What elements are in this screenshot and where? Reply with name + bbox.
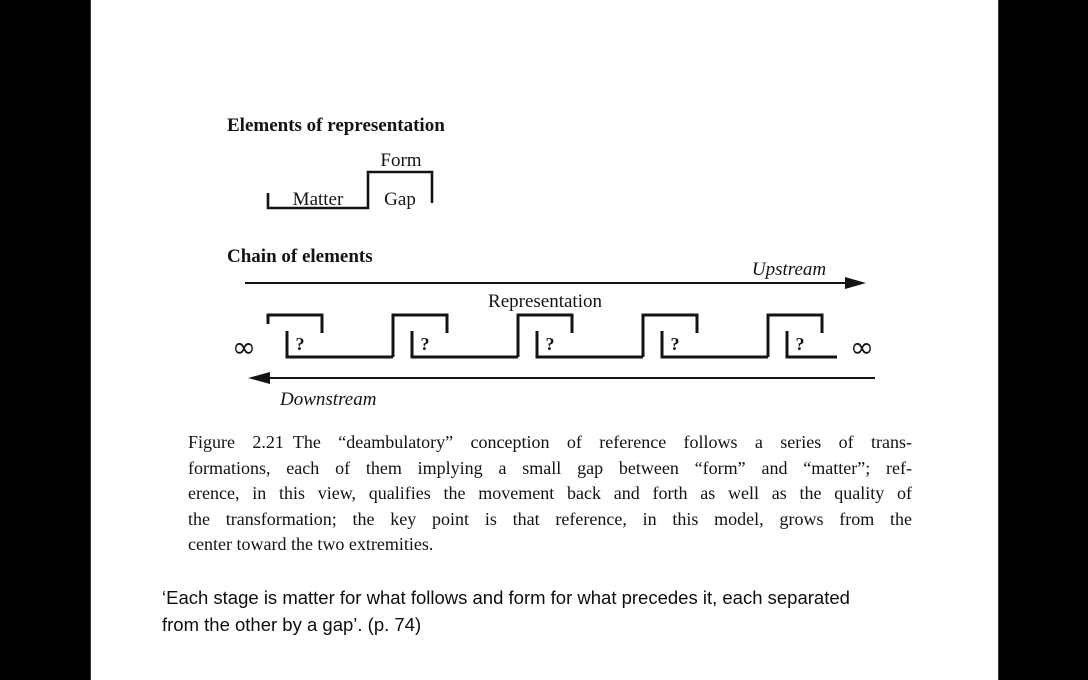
quote-line: from the other by a gap’. (p. 74) [162,614,422,635]
chain-lower-brackets [287,331,837,357]
question-mark: ? [795,334,805,354]
question-mark: ? [420,334,430,354]
upstream-arrowhead [845,277,866,289]
question-mark: ? [670,334,680,354]
quote-line: ‘Each stage is matter for what follows and form for what precedes it, each separated [162,587,850,608]
form-label: Form [380,150,422,171]
caption-line: formations, each of them implying a small gap between “form” and “matter”; ref- [188,457,912,478]
caption-line: erence, in this view, qualifies the movement back and forth as well as the quality of [188,483,912,503]
downstream-label: Downstream [280,389,377,410]
representation-label: Representation [488,291,602,312]
elements-title: Elements of representation [227,115,445,136]
caption-line: Figure 2.21 The “deambulatory” conception of reference follows a series of trans- [188,432,912,452]
question-mark: ? [295,334,305,354]
chain-lower-bracket [787,331,837,357]
caption-line: the transformation; the key point is that reference, in this model, grows from the [188,508,912,529]
figure-caption [188,430,912,558]
infinity-right: ∞ [849,330,875,364]
gap-label: Gap [384,189,416,210]
caption-line: center toward the two extremities. [188,534,434,554]
infinity-left: ∞ [231,330,257,364]
chain-upper-bracket [268,315,322,333]
matter-label: Matter [292,189,344,210]
downstream-arrowhead [248,372,270,384]
chain-title: Chain of elements [227,246,373,267]
upstream-label: Upstream [751,259,827,280]
question-mark: ? [545,334,555,354]
quote-text [162,584,972,638]
